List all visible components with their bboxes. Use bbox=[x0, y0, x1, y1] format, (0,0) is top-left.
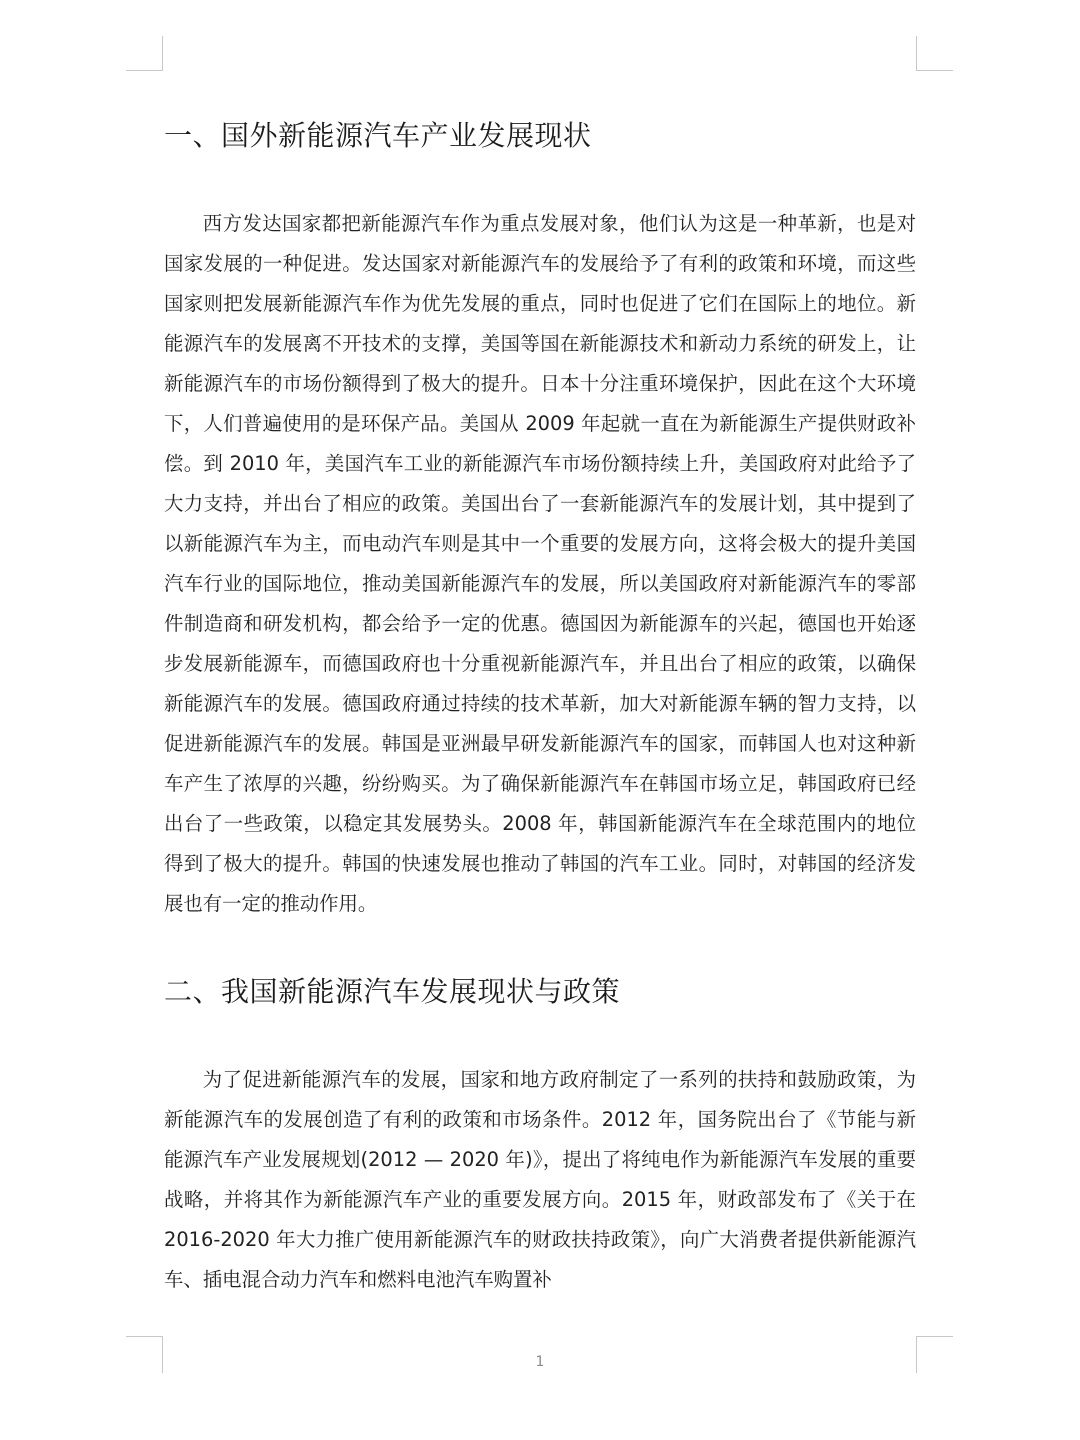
page-number: 1 bbox=[535, 1354, 545, 1370]
paragraph-domestic-policy: 为了促进新能源汽车的发展，国家和地方政府制定了一系列的扶持和鼓励政策，为新能源汽车的发展创造了有利的政策和市场条件。2012 年，国务院出台了《节能与新能源汽车产业发展规划(2012 — 2020 年)》，提出了将纯电作为新能源汽车发展的重要战略，并将其作为新能源汽车产业的重要发展方向。2015 年，财政部发布了《关于在 2016-2020 年大力推广使用新能源汽车的财政扶持政策》，向广大消费者提供新能源汽车、插电混合动力汽车和燃料电池汽车购置补 bbox=[164, 1068, 916, 1291]
page-content bbox=[164, 112, 916, 1300]
crop-mark-top-right bbox=[916, 36, 953, 71]
crop-mark-top-left bbox=[126, 36, 163, 71]
section-heading-domestic-policy: 二、我国新能源汽车发展现状与政策 bbox=[164, 975, 621, 1008]
section-heading-foreign-status: 一、国外新能源汽车产业发展现状 bbox=[164, 119, 592, 152]
paragraph-foreign-status: 西方发达国家都把新能源汽车作为重点发展对象，他们认为这是一种革新，也是对国家发展的一种促进。发达国家对新能源汽车的发展给予了有利的政策和环境，而这些国家则把发展新能源汽车作为优先发展的重点，同时也促进了它们在国际上的地位。新能源汽车的发展离不开技术的支撑，美国等国在新能源技术和新动力系统的研发上，让新能源汽车的市场份额得到了极大的提升。日本十分注重环境保护，因此在这个大环境下，人们普遍使用的是环保产品。美国从 2009 年起就一直在为新能源生产提供财政补偿。到 2010 年，美国汽车工业的新能源汽车市场份额持续上升，美国政府对此给予了大力支持，并出台了相应的政策。美国出台了一套新能源汽车的发展计划，其中提到了以新能源汽车为主，而电动汽车则是其中一个重要的发展方向，这将会极大的提升美国汽车行业的国际地位，推动美国新能源汽车的发展，所以美国政府对新能源汽车的零部件制造商和研发机构，都会给予一定的优惠。德国因为新能源车的兴起，德国也开始逐步发展新能源车，而德国政府也十分重视新能源汽车，并且出台了相应的政策，以确保新能源汽车的发展。德国政府通过持续的技术革新，加大对新能源车辆的智力支持，以促进新能源汽车的发展。韩国是亚洲最早研发新能源汽车的国家，而韩国人也对这种新车产生了浓厚的兴趣，纷纷购买。为了确保新能源汽车在韩国市场立足，韩国政府已经出台了一些政策，以稳定其发展势头。2008 年，韩国新能源汽车在全球范围内的地位得到了极大的提升。韩国的快速发展也推动了韩国的汽车工业。同时，对韩国的经济发展也有一定的推动作用。 bbox=[164, 212, 916, 915]
